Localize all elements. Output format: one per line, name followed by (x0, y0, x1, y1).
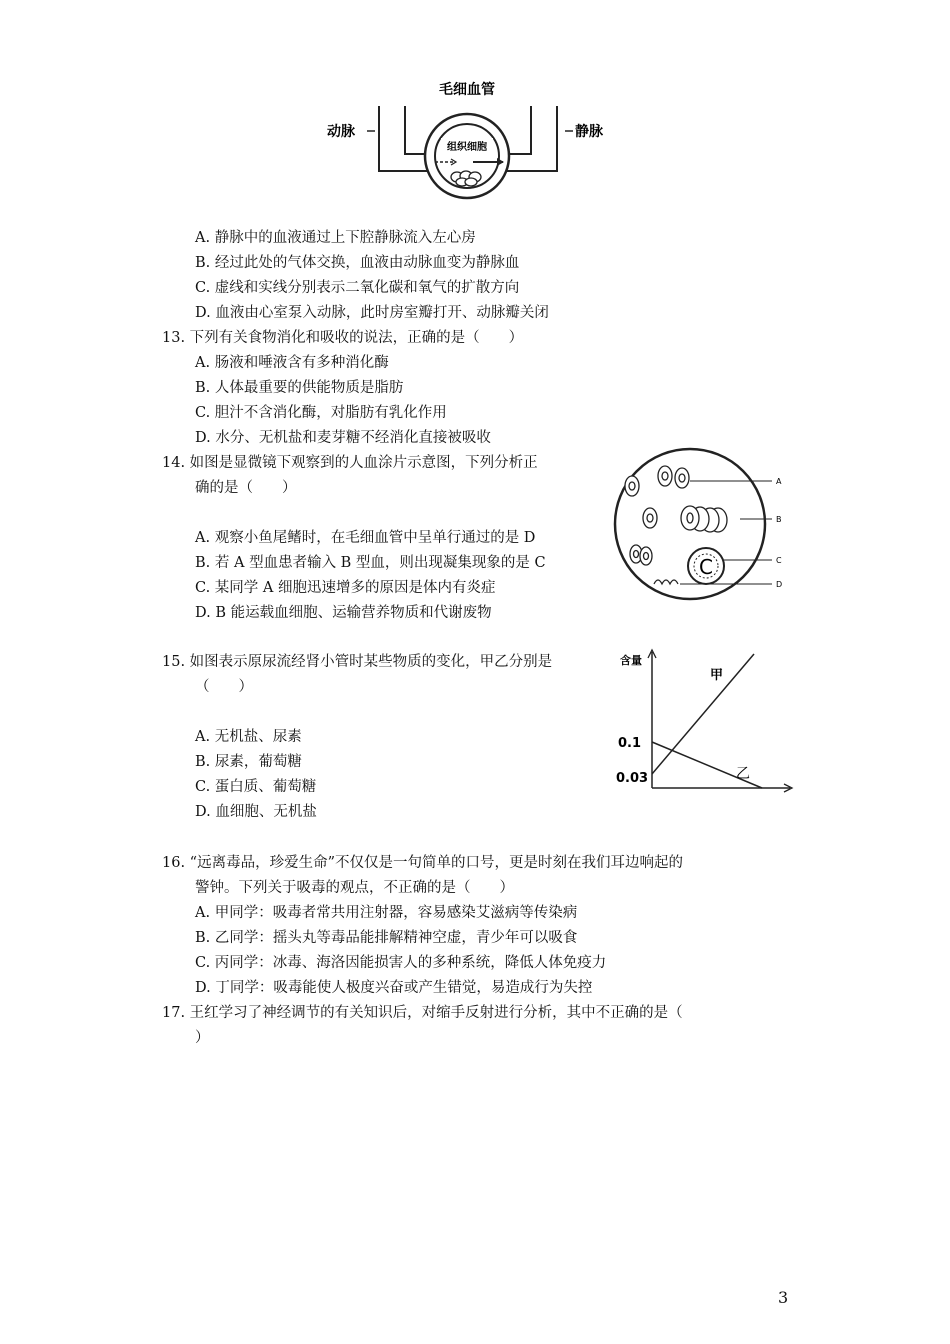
q13-option-a: A. 肠液和唾液含有多种消化酶 (195, 355, 389, 371)
q14-option-d: D. B 能运载血细胞、运输营养物质和代谢废物 (195, 605, 492, 621)
q13-option-d: D. 水分、无机盐和麦芽糖不经消化直接被吸收 (195, 430, 491, 446)
q12-option-b: B. 经过此处的气体交换，血液由动脉血变为静脉血 (195, 255, 520, 271)
q13-option-c: C. 胆汁不含消化酶，对脂肪有乳化作用 (195, 405, 447, 421)
q14-option-c: C. 某同学 A 细胞迅速增多的原因是体内有炎症 (195, 580, 496, 596)
vein-label: 静脉 (575, 124, 603, 140)
q14-option-a: A. 观察小鱼尾鳍时，在毛细血管中呈单行通过的是 D (195, 530, 536, 546)
q15-option-d: D. 血细胞、无机盐 (195, 804, 317, 820)
q15-stem-line1: 15. 如图表示原尿流经肾小管时某些物质的变化，甲乙分别是 (162, 654, 553, 670)
q14-stem-line2: 确的是（ ） (195, 480, 297, 496)
y-tick-label: 0.03 (616, 771, 649, 786)
q16-option-a: A. 甲同学：吸毒者常共用注射器，容易感染艾滋病等传染病 (195, 905, 578, 921)
q12-option-a: A. 静脉中的血液通过上下腔静脉流入左心房 (195, 230, 476, 246)
q16-option-d: D. 丁同学：吸毒能使人极度兴奋或产生错觉，易造成行为失控 (195, 980, 593, 996)
q16-stem-line1: 16. “远离毒品，珍爱生命”不仅仅是一句简单的口号，更是时刻在我们耳边响起的 (162, 855, 683, 871)
q17-stem-line1: 17. 王红学习了神经调节的有关知识后，对缩手反射进行分析，其中不正确的是（ (162, 1005, 683, 1021)
y-axis-label: 含量 (620, 654, 642, 667)
blood-smear-diagram (610, 446, 795, 602)
series-label-yi: 乙 (736, 766, 750, 782)
renal-tubule-chart (612, 646, 802, 796)
q13-option-b: B. 人体最重要的供能物质是脂肪 (195, 380, 404, 396)
q12-option-c: C. 虚线和实线分别表示二氧化碳和氧气的扩散方向 (195, 280, 520, 296)
label-c: C (776, 556, 782, 565)
y-tick-label: 0.1 (618, 736, 642, 751)
q16-option-c: C. 丙同学：冰毒、海洛因能损害人的多种系统，降低人体免疫力 (195, 955, 607, 971)
q14-stem-line1: 14. 如图是显微镜下观察到的人血涂片示意图，下列分析正 (162, 455, 538, 471)
series-line (652, 654, 754, 774)
q13-stem: 13. 下列有关食物消化和吸收的说法，正确的是（ ） (162, 330, 524, 346)
q14-option-b: B. 若 A 型血患者输入 B 型血，则出现凝集现象的是 C (195, 555, 546, 571)
capillary-diagram (325, 74, 625, 202)
q15-stem-line2: （ ） (195, 679, 253, 695)
q17-stem-line2: ） (195, 1030, 210, 1046)
tissue-cell-label: 组织细胞 (447, 142, 487, 153)
q16-option-b: B. 乙同学：摇头丸等毒品能排解精神空虚，青少年可以吸食 (195, 930, 578, 946)
q16-stem-line2: 警钟。下列关于吸毒的观点，不正确的是（ ） (195, 880, 514, 896)
capillary-label: 毛细血管 (439, 82, 495, 98)
series-label-jia: 甲 (710, 668, 724, 683)
artery-label: 动脉 (327, 124, 355, 140)
page-number: 3 (778, 1288, 789, 1307)
q12-option-d: D. 血液由心室泵入动脉，此时房室瓣打开、动脉瓣关闭 (195, 305, 549, 321)
q15-option-a: A. 无机盐、尿素 (195, 729, 302, 745)
q15-option-c: C. 蛋白质、葡萄糖 (195, 779, 317, 795)
label-a: A (776, 477, 782, 486)
label-d: D (776, 580, 783, 589)
q15-option-b: B. 尿素，葡萄糖 (195, 754, 302, 770)
label-b: B (776, 515, 782, 524)
white-cell-glyph: C (699, 555, 713, 579)
